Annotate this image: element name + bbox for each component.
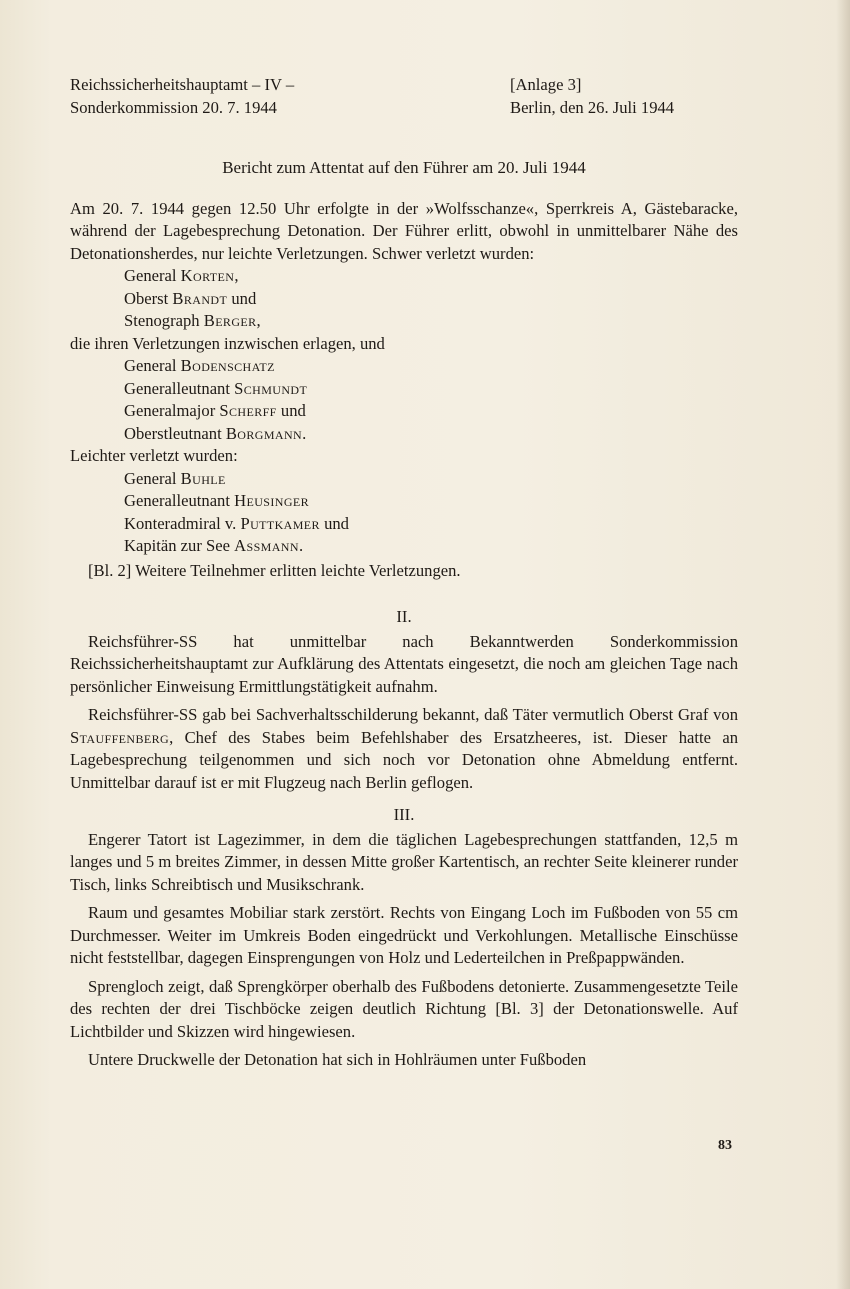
light-injured-heading: Leichter verletzt wurden: [70, 446, 238, 465]
section3-paragraph-2: Raum und gesamtes Mobiliar stark zerstört. Rechts von Eingang Loch im Fußboden von 55 cm Durchmesser. Weiter im Umkreis Boden eingedrückt und Verkohlungen. Metallische Einschüsse nicht feststellbar, dagegen Einsprengungen von Holz und Lederteilchen in Preßpappwänden. [70, 903, 738, 967]
list-item: General Buhle [124, 468, 226, 488]
section3-paragraph-3: Sprengloch zeigt, daß Sprengkörper oberhalb des Fußbodens detonierte. Zusammengesetzte Teile des rechten der drei Tischböcke zeigen deutlich Richtung [Bl. 3] der Detonationswelle. Auf Lichtbilder und Skizzen wird hingewiesen. [70, 976, 738, 1041]
header-agency: Reichssicherheitshauptamt – IV – [70, 75, 295, 94]
list-item: Oberstleutnant Borgmann. [124, 423, 307, 443]
header-commission: Sonderkommission 20. 7. 1944 [70, 97, 277, 117]
page-number: 83 [718, 1138, 732, 1153]
name-stauffenberg: Stauffenberg [70, 727, 170, 747]
section2-paragraph-1: Reichsführer-SS hat unmittelbar nach Bekanntwerden Sonderkommission Reichssicherheitshauptamt zur Aufklärung des Attentats eingesetzt, die noch am gleichen Tage nach persönlicher Einweisung Ermittlungstätigkeit aufnahm. [70, 631, 738, 696]
report-title: Bericht zum Attentat auf den Führer am 20. Juli 1944 [222, 158, 586, 177]
intro-paragraph: Am 20. 7. 1944 gegen 12.50 Uhr erfolgte in der »Wolfsschanze«, Sperrkreis A, Gästebaracke, während der Lagebesprechung Detonation. Der Führer erlitt, obwohl in unmittelbarer Nähe des Detonationsherdes, nur leichte Verletzungen. Schwer verletzt wurden: [70, 198, 738, 263]
section2-paragraph-2: Reichsführer-SS gab bei Sachverhaltsschilderung bekannt, daß Täter vermutlich Oberst Graf von Stauffenberg, Chef des Stabes beim Befehlshaber des Ersatzheeres, ist. Dieser hatte an Lagebesprechung teilgenommen und sich noch vor Detonation ohne Abmeldung entfernt. Unmittelbar darauf ist er mit Flugzeug nach Berlin geflogen. [70, 705, 738, 792]
section-number-3: III. [393, 805, 415, 824]
list-item: General Korten, [124, 266, 239, 285]
severe-list-survivors [70, 355, 738, 445]
list-item: Oberst Brandt und [124, 288, 257, 308]
other-participants-line: [Bl. 2] Weitere Teilnehmer erlitten leichte Verletzungen. [88, 560, 461, 580]
list-item: Generalleutnant Schmundt [124, 378, 308, 398]
section3-paragraph-1: Engerer Tatort ist Lagezimmer, in dem die täglichen Lagebesprechungen stattfanden, 12,5 m langes und 5 m breites Zimmer, in dessen Mitte großer Kartentisch, an rechter Seite kleinerer runder Tisch, links Schreibtisch und Musikschrank. [70, 829, 738, 894]
section3-paragraph-4: Untere Druckwelle der Detonation hat sich in Hohlräumen unter Fußboden [88, 1050, 587, 1069]
header-annex: [Anlage 3] [510, 75, 582, 94]
document-body [70, 74, 738, 1072]
list-item: Konteradmiral v. Puttkamer und [124, 513, 349, 533]
section-number-2: II. [396, 607, 412, 626]
header-left [70, 74, 294, 119]
light-list [70, 468, 738, 558]
list-item: General Bodenschatz [124, 356, 275, 375]
document-header [70, 74, 738, 119]
list-item: Kapitän zur See Assmann. [124, 536, 304, 555]
severe-list-deceased [70, 265, 738, 333]
deceased-line: die ihren Verletzungen inzwischen erlagen, und [70, 333, 385, 353]
list-item: Stenograph Berger, [124, 311, 261, 330]
list-item: Generalmajor Scherff und [124, 401, 306, 420]
list-item: Generalleutnant Heusinger [124, 491, 310, 510]
header-right [510, 74, 738, 119]
header-place-date: Berlin, den 26. Juli 1944 [510, 97, 675, 117]
